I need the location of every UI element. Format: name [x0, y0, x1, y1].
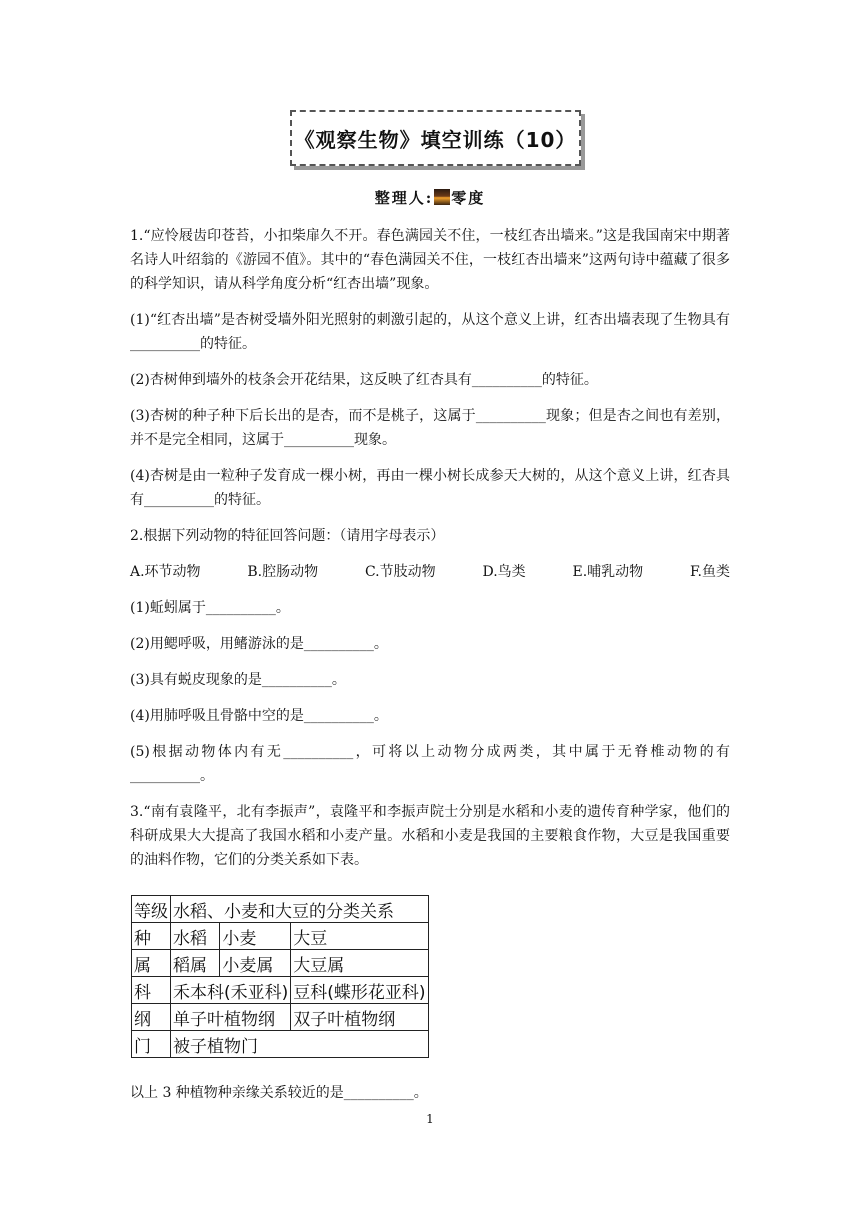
table-cell: 纲: [132, 1004, 171, 1031]
table-cell: 大豆属: [291, 950, 428, 977]
table-cell: 豆科(蝶形花亚科): [291, 977, 428, 1004]
worksheet-title: 《观察生物》填空训练（10）: [290, 110, 581, 166]
q2-sub-1: (1)蚯蚓属于__________。: [130, 600, 290, 616]
table-cell: 被子植物门: [171, 1031, 429, 1058]
q1-sub-4: (4)杏树是由一粒种子发育成一棵小树，再由一棵小树长成参天大树的，从这个意义上讲，红杏具有__________的特征。: [130, 468, 730, 508]
table-cell: 稻属: [171, 950, 220, 977]
q1-sub-3: (3)杏树的种子种下后长出的是杏，而不是桃子，这属于__________现象；但是杏之间也有差别，并不是完全相同，这属于__________现象。: [130, 408, 730, 448]
table-cell: 小麦属: [220, 950, 291, 977]
table-row: [132, 923, 429, 950]
q2-option-a: A.环节动物: [130, 564, 201, 580]
q1-intro: 1.“应怜屐齿印苍苔，小扣柴扉久不开。春色满园关不住，一枝红杏出墙来。”这是我国南宋中期著名诗人叶绍翁的《游园不值》。其中的“春色满园关不住，一枝红杏出墙来”这两句诗中蕴藏了很多的科学知识，请从科学角度分析“红杏出墙”现象。: [130, 228, 730, 292]
q2-sub-4: (4)用肺呼吸且骨骼中空的是__________。: [130, 708, 388, 724]
q2-sub-3: (3)具有蜕皮现象的是__________。: [130, 672, 346, 688]
table-row: [132, 950, 429, 977]
q3-question: 以上 3 种植物种亲缘关系较近的是__________。: [130, 1085, 428, 1101]
table-cell: 水稻、小麦和大豆的分类关系: [171, 896, 429, 923]
table-row: [132, 1004, 429, 1031]
q2-sub-5: (5)根据动物体内有无__________，可将以上动物分成两类，其中属于无脊椎动物的有__________。: [130, 744, 730, 784]
question-content: [130, 224, 730, 872]
table-cell: 门: [132, 1031, 171, 1058]
table-cell: 双子叶植物纲: [291, 1004, 428, 1031]
table-cell: 种: [132, 923, 171, 950]
q1-sub-1: (1)“红杏出墙”是杏树受墙外阳光照射的刺激引起的，从这个意义上讲，红杏出墙表现了生物具有__________的特征。: [130, 312, 730, 352]
author-label: 整理人:: [374, 189, 434, 207]
author-line: [0, 187, 860, 208]
q2-sub-2: (2)用鳃呼吸，用鳍游泳的是__________。: [130, 636, 388, 652]
q2-option-c: C.节肢动物: [364, 564, 436, 580]
table-cell: 等级: [132, 896, 171, 923]
table-cell: 科: [132, 977, 171, 1004]
q2-options: [130, 560, 730, 584]
q2-option-f: F.鱼类: [689, 564, 730, 580]
page-number: 1: [426, 1112, 434, 1126]
table-cell: 小麦: [220, 923, 291, 950]
classification-table: [131, 895, 429, 1058]
table-row: [132, 1031, 429, 1058]
q2-intro: 2.根据下列动物的特征回答问题：（请用字母表示）: [130, 528, 445, 544]
q2-option-d: D.鸟类: [482, 564, 526, 580]
table-cell: 单子叶植物纲: [171, 1004, 291, 1031]
table-row: [132, 977, 429, 1004]
classification-table-wrapper: [131, 895, 429, 1058]
table-cell: 禾本科(禾亚科): [171, 977, 291, 1004]
table-cell: 属: [132, 950, 171, 977]
table-cell: 大豆: [291, 923, 428, 950]
q1-sub-2: (2)杏树伸到墙外的枝条会开花结果，这反映了红杏具有__________的特征。: [130, 372, 598, 388]
table-header-row: [132, 896, 429, 923]
q2-option-e: E.哺乳动物: [572, 564, 644, 580]
author-name: 零度: [451, 189, 486, 207]
table-cell: 水稻: [171, 923, 220, 950]
q3-intro: 3.“南有袁隆平，北有李振声”，袁隆平和李振声院士分别是水稻和小麦的遗传育种学家，他们的科研成果大大提高了我国水稻和小麦产量。水稻和小麦是我国的主要粮食作物，大豆是我国重要的油料作物，它们的分类关系如下表。: [130, 804, 730, 868]
q2-option-b: B.腔肠动物: [247, 564, 319, 580]
author-avatar-icon: [434, 189, 450, 205]
